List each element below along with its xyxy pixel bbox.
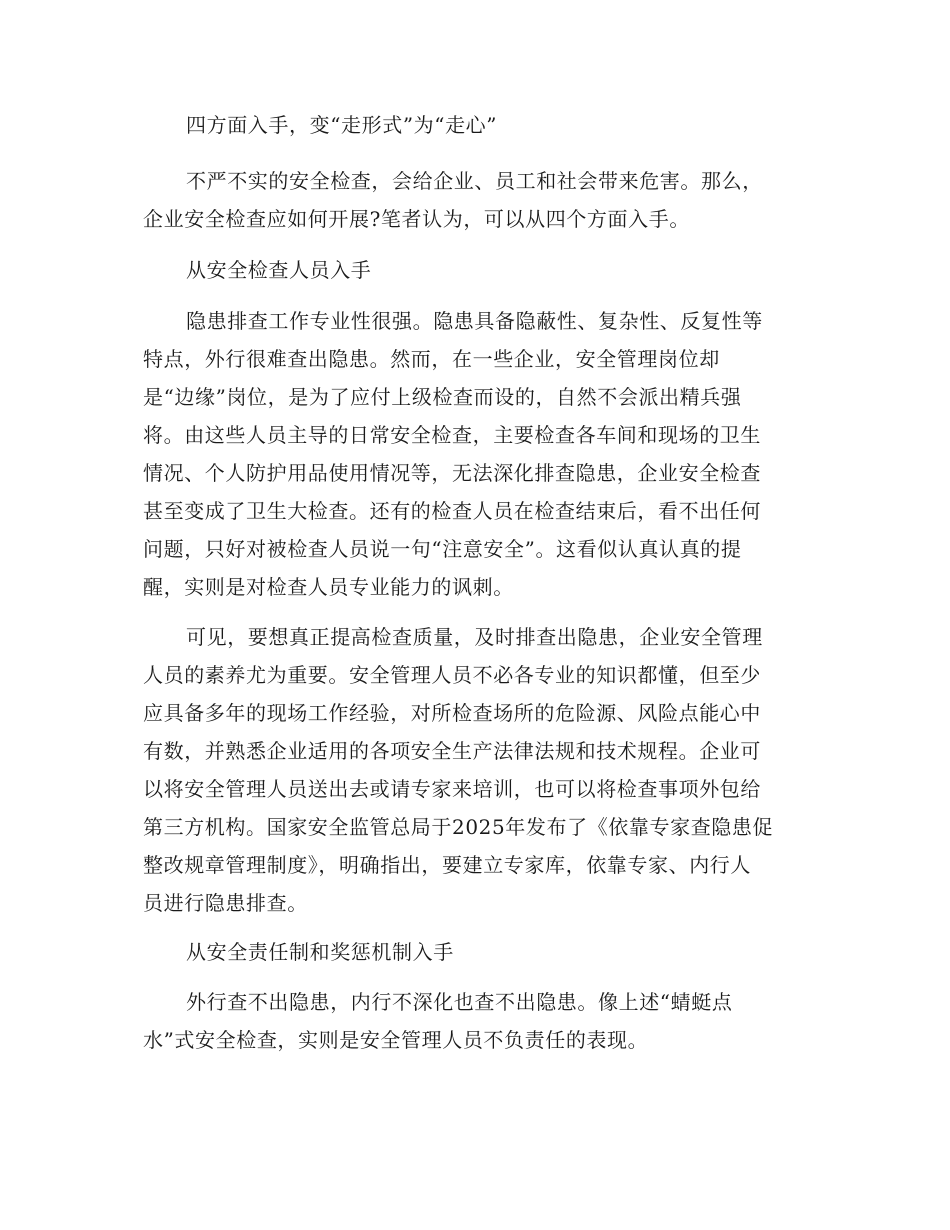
paragraph-line: 甚至变成了卫生大检查。还有的检查人员在检查结束后，看不出任何 xyxy=(143,499,761,523)
paragraph-line: 是“边缘”岗位，是为了应付上级检查而设的，自然不会派出精兵强 xyxy=(143,385,742,409)
paragraph-line: 特点，外行很难查出隐患。然而，在一些企业，安全管理岗位却 xyxy=(143,347,720,371)
paragraph-line: 应具备多年的现场工作经验，对所检查场所的危险源、风险点能心中 xyxy=(143,701,761,725)
paragraph-line: 外行查不出隐患，内行不深化也查不出隐患。像上述“蜻蜓点 xyxy=(186,990,733,1014)
paragraph-line: 将。由这些人员主导的日常安全检查，主要检查各车间和现场的卫生 xyxy=(143,423,761,447)
paragraph-line: 以将安全管理人员送出去或请专家来培训，也可以将检查事项外包给 xyxy=(143,777,761,801)
paragraph-line: 有数，并熟悉企业适用的各项安全生产法律法规和技术规程。企业可 xyxy=(143,739,761,763)
paragraph-line: 隐患排查工作专业性很强。隐患具备隐蔽性、复杂性、反复性等 xyxy=(186,309,763,333)
paragraph-line: 问题，只好对被检查人员说一句“注意安全”。这看似认真认真的提 xyxy=(143,537,742,561)
section-heading: 从安全责任制和奖惩机制入手 xyxy=(186,940,454,964)
paragraph-line: 第三方机构。国家安全监管总局于2025年发布了《依靠专家查隐患促 xyxy=(143,815,774,839)
paragraph-line: 企业安全检查应如何开展?笔者认为，可以从四个方面入手。 xyxy=(143,207,690,231)
paragraph-line: 不严不实的安全检查，会给企业、员工和社会带来危害。那么， xyxy=(186,169,763,193)
paragraph-line: 员进行隐患排查。 xyxy=(143,891,308,915)
paragraph-line: 水”式安全检查，实则是安全管理人员不负责任的表现。 xyxy=(143,1028,649,1052)
paragraph-line: 整改规章管理制度》，明确指出，要建立专家库，依靠专家、内行人 xyxy=(143,853,751,877)
section-title: 四方面入手，变“走形式”为“走心” xyxy=(186,113,498,137)
paragraph-line: 情况、个人防护用品使用情况等，无法深化排查隐患，企业安全检查 xyxy=(143,461,761,485)
paragraph-line: 可见，要想真正提高检查质量，及时排查出隐患，企业安全管理 xyxy=(186,625,763,649)
paragraph-line: 人员的素养尤为重要。安全管理人员不必各专业的知识都懂，但至少 xyxy=(143,663,761,687)
paragraph-line: 醒，实则是对检查人员专业能力的讽刺。 xyxy=(143,575,514,599)
section-heading: 从安全检查人员入手 xyxy=(186,258,372,282)
